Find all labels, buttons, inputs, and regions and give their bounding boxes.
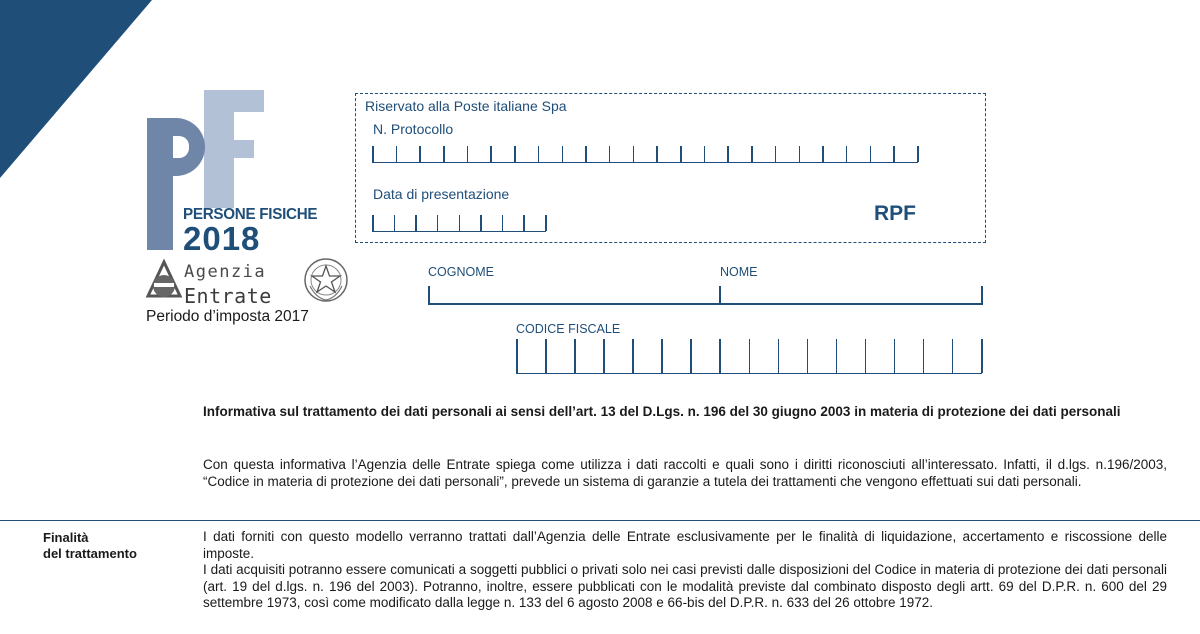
section-paragraph: I dati forniti con questo modello verranno trattati dall’Agenzia delle Entrate esclusivamente per le finalità di liquidazione, accertamento e riscossione delle imposte.	[203, 529, 1167, 561]
entry-box-divider	[633, 146, 635, 162]
entry-box-divider	[514, 146, 516, 162]
entry-box-divider	[917, 146, 919, 162]
entry-box-divider	[545, 215, 547, 231]
entry-box-divider	[822, 146, 824, 162]
tax-period: Periodo d’imposta 2017	[146, 308, 309, 325]
name-field[interactable]	[719, 285, 983, 305]
entry-box-divider	[562, 146, 564, 162]
entry-box-divider	[865, 339, 867, 373]
entry-box-divider	[490, 146, 492, 162]
entry-box-divider	[952, 339, 954, 373]
entry-box-divider	[846, 146, 848, 162]
entry-box-divider	[656, 146, 658, 162]
privacy-notice-title: Informativa sul trattamento dei dati personali ai sensi dell’art. 13 del D.Lgs. n. 196 del 30 giugno 2003 in materia di protezione dei dati personali	[203, 404, 1121, 419]
section-paragraph: I dati acquisiti potranno essere comunicati a soggetti pubblici o privati solo nei casi previsti dalle disposizioni del Codice in materia di protezione dei dati personali (art. 19 del d.lgs. n. 196 del 2003). Potranno, inoltre, essere pubblicati con le modalità previste dal combinato disposto degli artt. 69 del D.P.R. n. 600 del 29 settembre 1973, così come modificato dalla legge n. 133 del 6 agosto 2008 e 66-bis del D.P.R. n. 633 del 26 ottobre 1972.	[203, 562, 1167, 610]
reserved-post-office-box	[355, 93, 986, 243]
entry-box-divider	[459, 215, 461, 231]
entry-box-divider	[538, 146, 540, 162]
entry-box-divider	[443, 146, 445, 162]
entry-box-divider	[775, 146, 777, 162]
entry-box-divider	[870, 146, 872, 162]
entry-box-divider	[704, 146, 706, 162]
entry-box-divider	[690, 339, 692, 373]
entry-box-divider	[372, 215, 374, 231]
entry-box-divider	[981, 339, 983, 373]
entry-box-divider	[799, 146, 801, 162]
entry-box-divider	[415, 215, 417, 231]
entry-box-divider	[609, 146, 611, 162]
entry-box-divider	[502, 215, 504, 231]
entry-box-divider	[680, 146, 682, 162]
submission-date-label: Data di presentazione	[373, 186, 510, 202]
entry-box-divider	[632, 339, 634, 373]
section-divider	[0, 520, 1200, 521]
entry-box-divider	[923, 339, 925, 373]
surname-label: COGNOME	[428, 265, 494, 279]
entry-box-divider	[480, 215, 482, 231]
submission-date-field[interactable]	[372, 216, 546, 232]
surname-field[interactable]	[428, 285, 720, 305]
logo-category: PERSONE FISICHE	[183, 206, 318, 223]
entry-box-divider	[661, 339, 663, 373]
entry-box-divider	[751, 146, 753, 162]
entry-box-divider	[419, 146, 421, 162]
entry-box-divider	[893, 146, 895, 162]
entry-box-divider	[545, 339, 547, 373]
entry-box-divider	[516, 339, 518, 373]
model-code: RPF	[874, 202, 916, 225]
entry-box-divider	[396, 146, 398, 162]
entry-box-divider	[836, 339, 838, 373]
agency-name-line1: Agenzia	[184, 262, 267, 282]
reserved-title: Riservato alla Poste italiane Spa	[365, 98, 567, 114]
entry-box-divider	[719, 339, 721, 373]
agenzia-entrate-logo-icon	[142, 256, 188, 302]
entry-box-divider	[585, 146, 587, 162]
entry-box-divider	[749, 339, 751, 373]
privacy-notice-intro: Con questa informativa l’Agenzia delle Entrate spiega come utilizza i dati raccolti e quali sono i diritti riconosciuti all’interessato. Infatti, il d.lgs. n.196/2003, “Codice in materia di protezione dei dati personali”, prevede un sistema di garanzie a tutela dei trattamenti che vengono effettuati sui dati personali.	[203, 457, 1167, 489]
entry-box-divider	[523, 215, 525, 231]
logo-year: 2018	[183, 220, 261, 257]
entry-box-divider	[437, 215, 439, 231]
name-label: NOME	[720, 265, 758, 279]
entry-box-divider	[807, 339, 809, 373]
tax-code-label: CODICE FISCALE	[516, 322, 621, 336]
pf-logo	[140, 88, 350, 328]
italian-emblem-icon	[302, 256, 350, 304]
entry-box-divider	[574, 339, 576, 373]
entry-box-divider	[394, 215, 396, 231]
section-label: Finalità del trattamento	[43, 530, 137, 561]
entry-box-divider	[727, 146, 729, 162]
entry-box-divider	[467, 146, 469, 162]
protocol-label: N. Protocollo	[373, 121, 454, 137]
entry-box-divider	[894, 339, 896, 373]
section-text	[203, 529, 1167, 612]
entry-box-divider	[372, 146, 374, 162]
entry-box-divider	[778, 339, 780, 373]
protocol-number-field[interactable]	[372, 147, 918, 163]
corner-triangle-decoration	[0, 0, 160, 180]
entry-box-divider	[603, 339, 605, 373]
agency-name-line2: Entrate	[184, 284, 272, 308]
tax-code-field[interactable]	[516, 340, 982, 374]
